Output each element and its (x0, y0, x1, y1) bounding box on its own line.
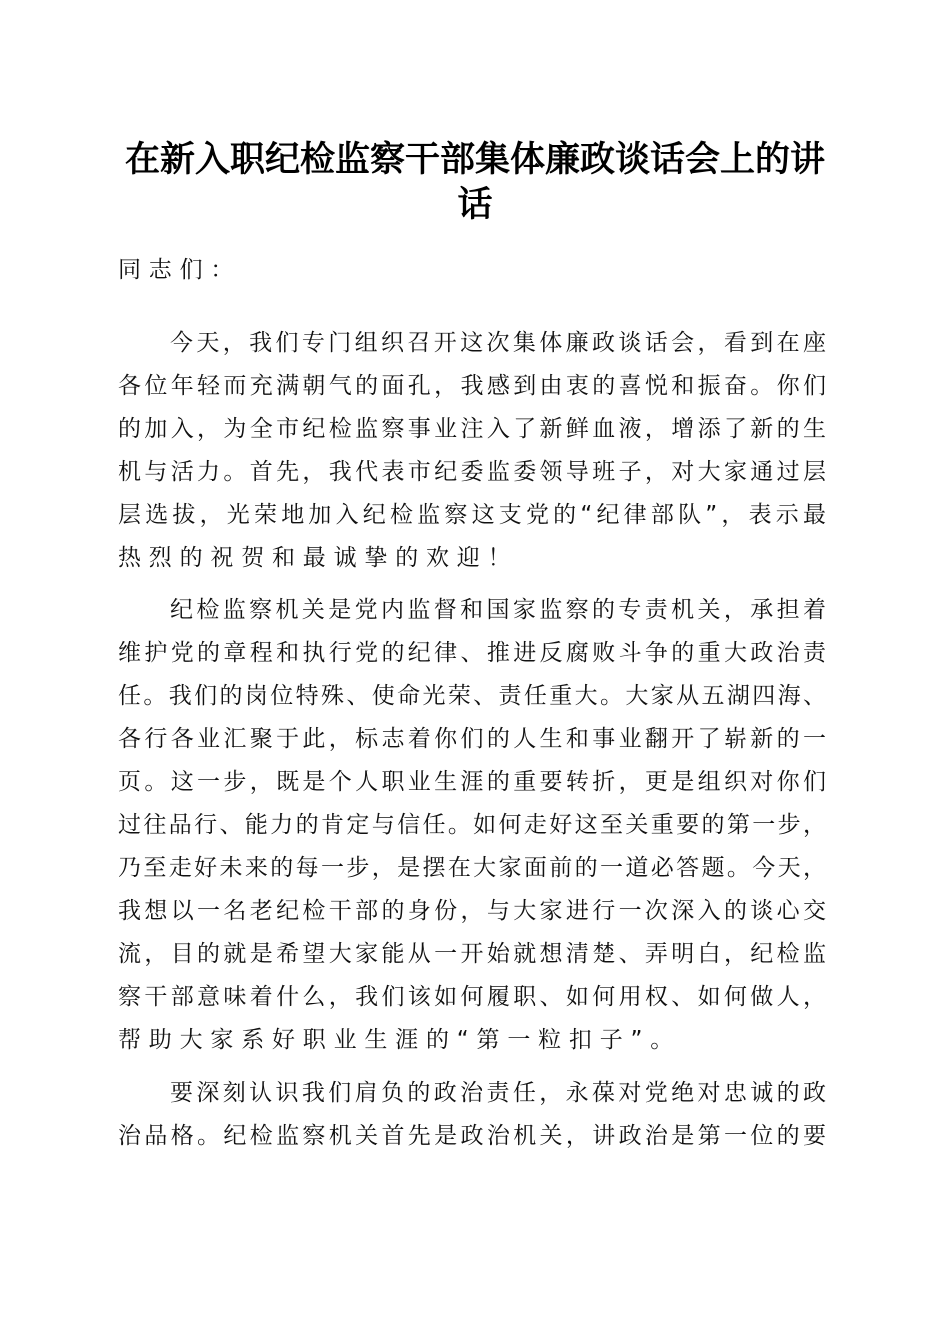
paragraph-2-line: 各行各业汇聚于此，标志着你们的人生和事业翻开了崭新的一 (118, 726, 826, 752)
paragraph-2-line: 流，目的就是希望大家能从一开始就想清楚、弄明白，纪检监 (118, 941, 826, 967)
paragraph-2-line: 我想以一名老纪检干部的身份，与大家进行一次深入的谈心交 (118, 898, 826, 924)
paragraph-1-line: 机与活力。首先，我代表市纪委监委领导班子，对大家通过层 (118, 459, 826, 485)
paragraph-2-line: 纪检监察机关是党内监督和国家监察的专责机关，承担着 (170, 597, 826, 623)
paragraph-3-line: 要深刻认识我们肩负的政治责任，永葆对党绝对忠诚的政 (170, 1080, 826, 1106)
paragraph-2-line: 乃至走好未来的每一步，是摆在大家面前的一道必答题。今天， (118, 855, 826, 881)
paragraph-1-line: 热烈的祝贺和最诚挚的欢迎！ (118, 545, 519, 571)
paragraph-2-line: 帮助大家系好职业生涯的“第一粒扣子”。 (118, 1027, 682, 1053)
paragraph-1-line: 的加入，为全市纪检监察事业注入了新鲜血液，增添了新的生 (118, 416, 826, 442)
document-title-line-2: 话 (457, 184, 493, 225)
paragraph-2-line: 维护党的章程和执行党的纪律、推进反腐败斗争的重大政治责 (118, 640, 826, 666)
paragraph-2-line: 页。这一步，既是个人职业生涯的重要转折，更是组织对你们 (118, 769, 826, 795)
paragraph-1-line: 今天，我们专门组织召开这次集体廉政谈话会，看到在座 (170, 330, 826, 356)
salutation: 同志们： (118, 257, 242, 283)
paragraph-1-line: 层选拔，光荣地加入纪检监察这支党的“纪律部队”，表示最 (118, 502, 826, 528)
paragraph-3-line: 治品格。纪检监察机关首先是政治机关，讲政治是第一位的要 (118, 1123, 826, 1149)
paragraph-2-line: 任。我们的岗位特殊、使命光荣、责任重大。大家从五湖四海、 (118, 683, 826, 709)
document-title-line-1: 在新入职纪检监察干部集体廉政谈话会上的讲 (124, 139, 825, 180)
paragraph-2-line: 过往品行、能力的肯定与信任。如何走好这至关重要的第一步， (118, 812, 826, 838)
paragraph-1-line: 各位年轻而充满朝气的面孔，我感到由衷的喜悦和振奋。你们 (118, 373, 826, 399)
paragraph-2-line: 察干部意味着什么，我们该如何履职、如何用权、如何做人， (118, 984, 826, 1010)
